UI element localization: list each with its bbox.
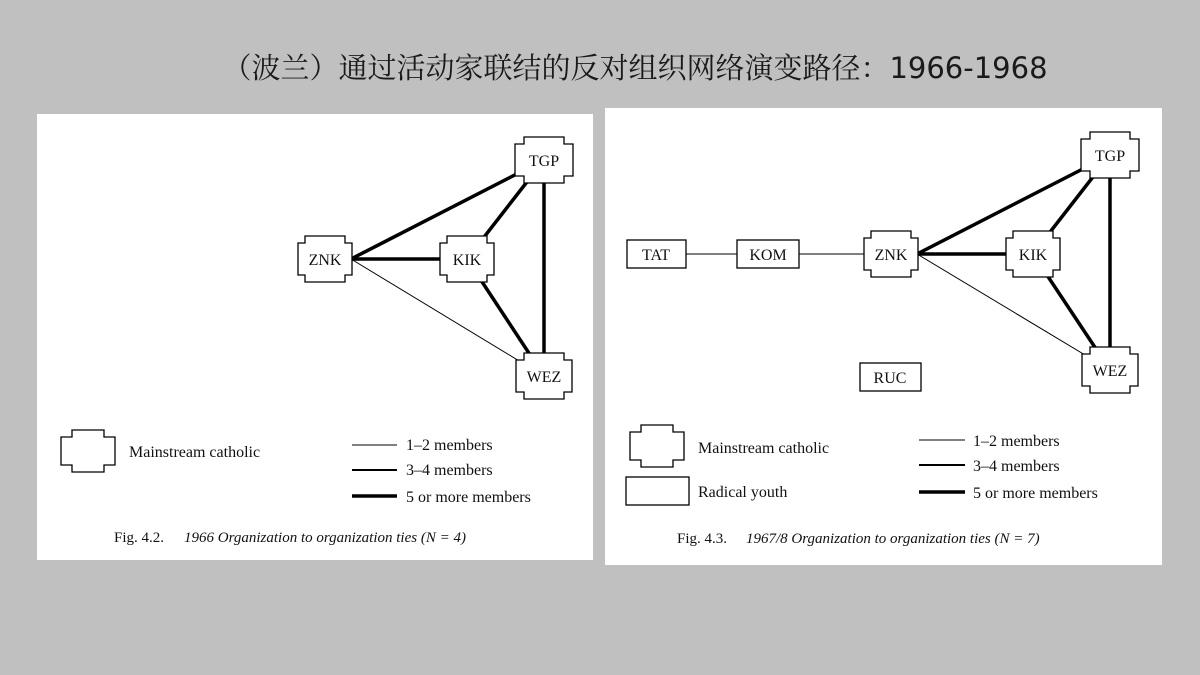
node-label-tgp: TGP bbox=[1094, 148, 1126, 165]
node-wez bbox=[516, 353, 572, 399]
node-tgp bbox=[1081, 132, 1139, 178]
node-label-znk: ZNK bbox=[874, 247, 908, 264]
legend-label-1-2-members: 1–2 members bbox=[406, 437, 493, 454]
figure-4-3-diagram bbox=[605, 108, 1162, 565]
node-label-tgp: TGP bbox=[528, 153, 560, 170]
slide-title: （波兰）通过活动家联结的反对组织网络演变路径：1966-1968 bbox=[222, 51, 1048, 85]
node-label-wez: WEZ bbox=[1092, 363, 1128, 380]
node-ruc bbox=[860, 363, 921, 391]
node-kik bbox=[1006, 231, 1060, 277]
node-kom bbox=[737, 240, 799, 268]
node-wez bbox=[1082, 347, 1138, 393]
legend-radical-youth bbox=[626, 477, 689, 505]
node-label-ruc: RUC bbox=[873, 370, 907, 387]
node-label-kom: KOM bbox=[749, 247, 787, 264]
node-label-tat: TAT bbox=[641, 247, 671, 264]
legend-mainstream-catholic bbox=[61, 430, 115, 472]
figure-4-3-caption-text: 1967/8 Organization to organization ties (N = 7) bbox=[746, 531, 1040, 547]
figure-4-2-diagram bbox=[37, 114, 593, 560]
figure-4-2-caption-prefix: Fig. 4.2. bbox=[114, 530, 165, 546]
node-label-kik: KIK bbox=[452, 252, 482, 269]
legend-label-1-2-members: 1–2 members bbox=[973, 433, 1060, 450]
legend-label-mainstream-catholic: Mainstream catholic bbox=[698, 440, 830, 457]
legend-label-5-or-more-members: 5 or more members bbox=[406, 489, 531, 506]
legend-label-3-4-members: 3–4 members bbox=[406, 462, 493, 479]
node-kik bbox=[440, 236, 494, 282]
legend-label-3-4-members: 3–4 members bbox=[973, 458, 1060, 475]
node-label-wez: WEZ bbox=[526, 369, 562, 386]
legend-label-5-or-more-members: 5 or more members bbox=[973, 485, 1098, 502]
figure-4-2-caption-text: 1966 Organization to organization ties (N = 4) bbox=[184, 530, 466, 546]
legend-mainstream-catholic bbox=[630, 425, 684, 467]
legend-label-mainstream-catholic: Mainstream catholic bbox=[129, 444, 261, 461]
legend-label-radical-youth: Radical youth bbox=[698, 484, 788, 501]
node-znk bbox=[864, 231, 918, 277]
figure-4-2-panel bbox=[37, 114, 593, 560]
figure-4-3-panel bbox=[605, 108, 1162, 565]
figure-4-3-caption-prefix: Fig. 4.3. bbox=[677, 531, 728, 547]
node-label-kik: KIK bbox=[1018, 247, 1048, 264]
node-label-znk: ZNK bbox=[308, 252, 342, 269]
node-znk bbox=[298, 236, 352, 282]
node-tat bbox=[627, 240, 686, 268]
node-tgp bbox=[515, 137, 573, 183]
